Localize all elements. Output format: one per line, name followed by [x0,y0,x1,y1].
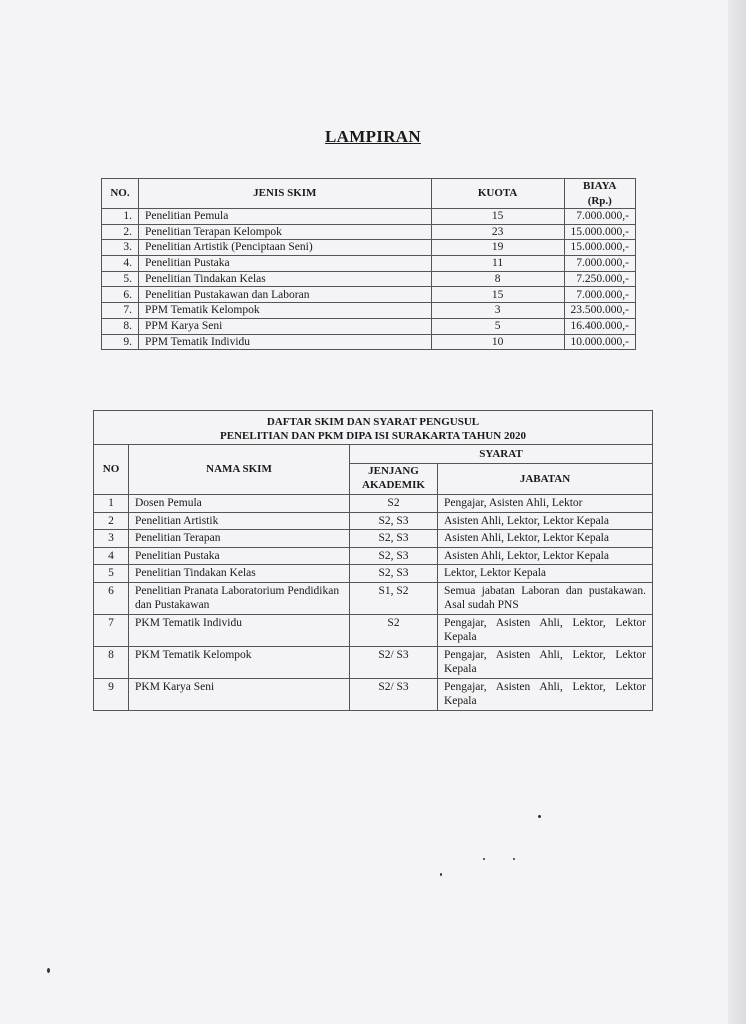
table-row [94,547,653,565]
cell-jabatan: Pengajar, Asisten Ahli, Lektor, Lektor Kepala [438,678,653,710]
cell-no: 4. [102,256,139,272]
page-title: LAMPIRAN [325,127,421,146]
scan-speck [47,968,50,973]
header-jenjang-line-2: AKADEMIK [362,479,425,491]
header-no: NO. [102,179,139,209]
cell-jabatan: Asisten Ahli, Lektor, Lektor Kepala [438,530,653,548]
cell-biaya: 10.000.000,- [564,334,635,350]
cell-jenjang: S2, S3 [350,530,438,548]
cell-kuota: 15 [431,209,564,225]
cell-no: 2. [102,224,139,240]
cell-kuota: 5 [431,318,564,334]
cell-kuota: 23 [431,224,564,240]
table-header-row [102,179,636,209]
cell-jabatan: Pengajar, Asisten Ahli, Lektor, Lektor Kepala [438,646,653,678]
cell-biaya: 7.250.000,- [564,271,635,287]
cell-kuota: 8 [431,271,564,287]
skim-quota-table [101,178,636,350]
cell-no: 9 [94,678,129,710]
cell-biaya: 7.000.000,- [564,287,635,303]
cell-biaya: 7.000.000,- [564,256,635,272]
cell-jenis-skim: Penelitian Pustaka [138,256,431,272]
cell-kuota: 10 [431,334,564,350]
cell-no: 3 [94,530,129,548]
cell-nama-skim: PKM Tematik Kelompok [129,646,350,678]
caption-line-1: DAFTAR SKIM DAN SYARAT PENGUSUL [266,416,480,428]
cell-nama-skim: Penelitian Tindakan Kelas [129,565,350,583]
cell-nama-skim: Penelitian Terapan [129,530,350,548]
cell-biaya: 23.500.000,- [564,303,635,319]
table-row [94,582,653,614]
cell-biaya: 16.400.000,- [564,318,635,334]
table-row [94,565,653,583]
cell-no: 6. [102,287,139,303]
cell-no: 8. [102,318,139,334]
cell-no: 4 [94,547,129,565]
cell-nama-skim: Dosen Pemula [129,495,350,513]
cell-biaya: 15.000.000,- [564,240,635,256]
cell-jenjang: S2, S3 [350,547,438,565]
table-row [94,646,653,678]
table-row [94,530,653,548]
cell-jenis-skim: PPM Tematik Individu [138,334,431,350]
paper-edge [728,0,746,1024]
table-row [102,209,636,225]
header-nama-skim: NAMA SKIM [129,445,350,495]
table-row [94,495,653,513]
header-jabatan: JABATAN [438,464,653,495]
cell-no: 5 [94,565,129,583]
header-biaya: BIAYA (Rp.) [564,179,635,209]
cell-nama-skim: PKM Karya Seni [129,678,350,710]
table-row [102,303,636,319]
header-jenis-skim: JENIS SKIM [138,179,431,209]
header-jenjang-akademik [350,464,438,495]
cell-kuota: 19 [431,240,564,256]
cell-jenis-skim: Penelitian Pemula [138,209,431,225]
cell-jenis-skim: Penelitian Artistik (Penciptaan Seni) [138,240,431,256]
table-row [102,224,636,240]
cell-no: 6 [94,582,129,614]
cell-biaya: 15.000.000,- [564,224,635,240]
cell-no: 7. [102,303,139,319]
table-row [102,334,636,350]
table2-body [94,495,653,711]
cell-nama-skim: Penelitian Pranata Laboratorium Pendidikan dan Pustakawan [129,582,350,614]
cell-jenjang: S1, S2 [350,582,438,614]
cell-jenis-skim: Penelitian Tindakan Kelas [138,271,431,287]
scan-speck [440,873,442,876]
cell-no: 1. [102,209,139,225]
table-row [94,614,653,646]
cell-jenjang: S2, S3 [350,565,438,583]
cell-jabatan: Lektor, Lektor Kepala [438,565,653,583]
skim-requirement-table [93,410,653,711]
cell-jenjang: S2 [350,614,438,646]
cell-nama-skim: PKM Tematik Individu [129,614,350,646]
cell-no: 9. [102,334,139,350]
table1-body [102,209,636,350]
header-kuota: KUOTA [431,179,564,209]
scan-speck [538,815,541,818]
cell-jabatan: Semua jabatan Laboran dan pustakawan. Asal sudah PNS [438,582,653,614]
cell-jabatan: Pengajar, Asisten Ahli, Lektor [438,495,653,513]
cell-kuota: 11 [431,256,564,272]
cell-jenis-skim: PPM Karya Seni [138,318,431,334]
cell-jenjang: S2 [350,495,438,513]
cell-no: 2 [94,512,129,530]
table-row [102,287,636,303]
cell-jabatan: Asisten Ahli, Lektor, Lektor Kepala [438,547,653,565]
cell-kuota: 15 [431,287,564,303]
cell-biaya: 7.000.000,- [564,209,635,225]
cell-jenis-skim: PPM Tematik Kelompok [138,303,431,319]
cell-kuota: 3 [431,303,564,319]
header-jenjang-line-1: JENJANG [368,465,419,477]
cell-jenjang: S2/ S3 [350,678,438,710]
cell-no: 3. [102,240,139,256]
cell-no: 8 [94,646,129,678]
table-row [102,271,636,287]
cell-no: 7 [94,614,129,646]
cell-jenis-skim: Penelitian Pustakawan dan Laboran [138,287,431,303]
cell-nama-skim: Penelitian Artistik [129,512,350,530]
cell-no: 5. [102,271,139,287]
scan-speck [483,858,485,860]
table-row [102,318,636,334]
caption-line-2: PENELITIAN DAN PKM DIPA ISI SURAKARTA TAHUN 2020 [220,430,526,442]
table-row [94,512,653,530]
header-no: NO [94,445,129,495]
table-row [94,678,653,710]
cell-no: 1 [94,495,129,513]
scan-speck [513,858,515,860]
header-syarat: SYARAT [350,445,653,464]
table2-caption [94,411,653,445]
cell-jabatan: Pengajar, Asisten Ahli, Lektor, Lektor Kepala [438,614,653,646]
table-row [102,256,636,272]
cell-jenjang: S2, S3 [350,512,438,530]
cell-jabatan: Asisten Ahli, Lektor, Lektor Kepala [438,512,653,530]
cell-jenjang: S2/ S3 [350,646,438,678]
cell-nama-skim: Penelitian Pustaka [129,547,350,565]
cell-jenis-skim: Penelitian Terapan Kelompok [138,224,431,240]
table-row [102,240,636,256]
